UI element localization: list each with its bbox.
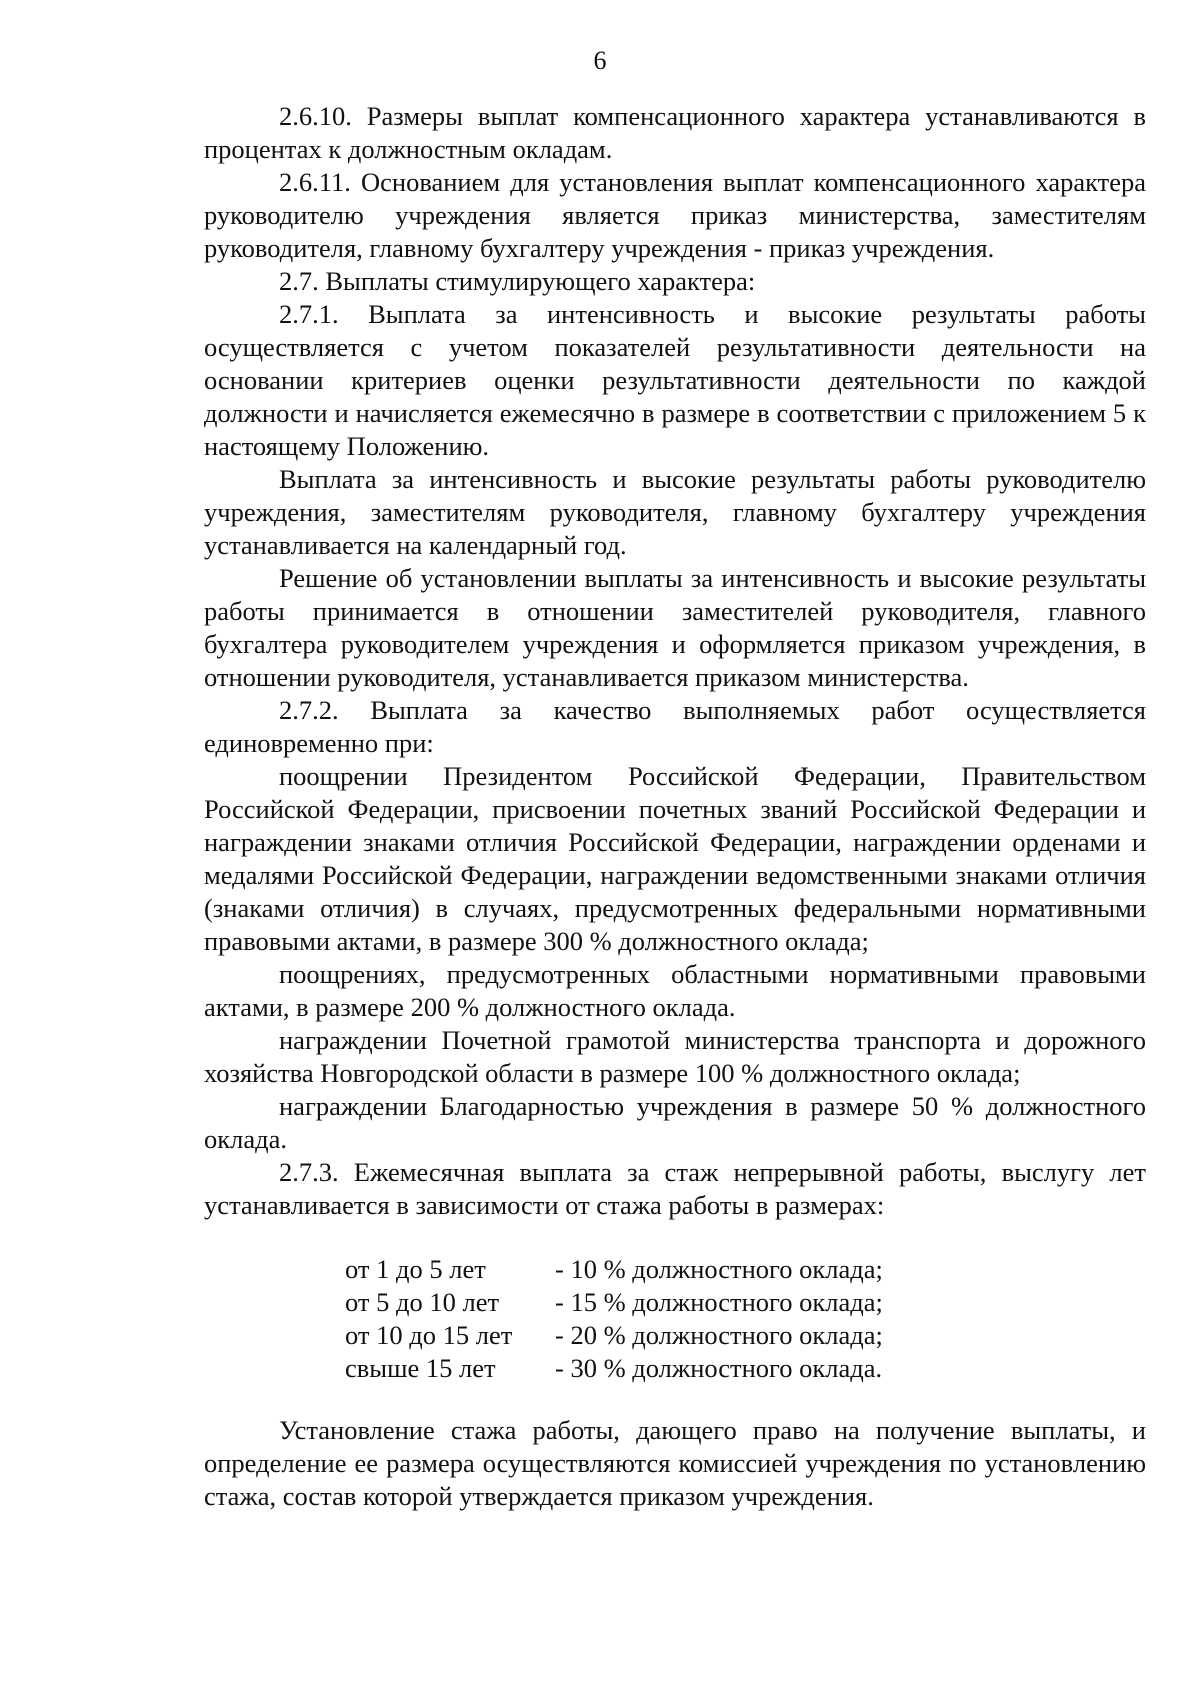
paragraph-intensity-leader: Выплата за интенсивность и высокие результаты работы руководителю учреждения, заместителям руководителя, главному бухгалтеру учреждения устанавливается на календарный год. bbox=[204, 464, 1146, 560]
paragraph-2-6-10: 2.6.10. Размеры выплат компенсационного характера устанавливаются в процентах к должностным окладам. bbox=[204, 101, 1146, 164]
seniority-range: от 5 до 10 лет bbox=[345, 1287, 500, 1317]
seniority-value: - 10 % должностного оклада; bbox=[555, 1254, 883, 1284]
seniority-row bbox=[204, 1253, 1146, 1286]
paragraph-award-gratitude: награждении Благодарностью учреждения в размере 50 % должностного оклада. bbox=[204, 1091, 1146, 1154]
paragraph-award-ministry: награждении Почетной грамотой министерства транспорта и дорожного хозяйства Новгородской области в размере 100 % должностного оклада; bbox=[204, 1025, 1146, 1088]
paragraph-award-president: поощрении Президентом Российской Федерации, Правительством Российской Федерации, присвоении почетных званий Российской Федерации и награждении знаками отличия Российской Федерации, награждении орденами и медалями Российской Федерации, награждении ведомственными знаками отличия (знаками отличия) в случаях, предусмотренных федеральными нормативными правовыми актами, в размере 300 % должностного оклада; bbox=[204, 761, 1146, 956]
seniority-table bbox=[204, 1253, 1146, 1385]
seniority-value: - 20 % должностного оклада; bbox=[555, 1320, 883, 1350]
seniority-row bbox=[204, 1286, 1146, 1319]
seniority-row bbox=[204, 1352, 1146, 1385]
paragraph-2-7-1: 2.7.1. Выплата за интенсивность и высокие результаты работы осуществляется с учетом показателей результативности деятельности на основании критериев оценки результативности деятельности по каждой должности и начисляется ежемесячно в размере в соответствии с приложением 5 к настоящему Положению. bbox=[204, 299, 1146, 461]
paragraph-2-7-2: 2.7.2. Выплата за качество выполняемых работ осуществляется единовременно при: bbox=[204, 695, 1146, 758]
paragraph-2-7-3: 2.7.3. Ежемесячная выплата за стаж непрерывной работы, выслугу лет устанавливается в зависимости от стажа работы в размерах: bbox=[204, 1157, 1146, 1220]
paragraph-2-7: 2.7. Выплаты стимулирующего характера: bbox=[279, 266, 756, 296]
page-number: 6 bbox=[593, 46, 607, 75]
paragraph-2-6-11: 2.6.11. Основанием для установления выплат компенсационного характера руководителю учреждения является приказ министерства, заместителям руководителя, главному бухгалтеру учреждения - приказ учреждения. bbox=[204, 167, 1146, 263]
paragraph-decision: Решение об установлении выплаты за интенсивность и высокие результаты работы принимается в отношении заместителей руководителя, главного бухгалтера руководителем учреждения и оформляется приказом учреждения, в отношении руководителя, устанавливается приказом министерства. bbox=[204, 563, 1146, 692]
paragraph-award-regional: поощрениях, предусмотренных областными нормативными правовыми актами, в размере 200 % должностного оклада. bbox=[204, 959, 1146, 1022]
seniority-range: от 10 до 15 лет bbox=[345, 1320, 513, 1350]
seniority-range: от 1 до 5 лет bbox=[345, 1254, 486, 1284]
seniority-range: свыше 15 лет bbox=[345, 1353, 496, 1383]
seniority-row bbox=[204, 1319, 1146, 1352]
document-body bbox=[204, 100, 1146, 1513]
seniority-value: - 15 % должностного оклада; bbox=[555, 1287, 883, 1317]
seniority-value: - 30 % должностного оклада. bbox=[555, 1353, 883, 1383]
paragraph-commission: Установление стажа работы, дающего право на получение выплаты, и определение ее размера осуществляются комиссией учреждения по установлению стажа, состав которой утверждается приказом учреждения. bbox=[204, 1415, 1146, 1511]
